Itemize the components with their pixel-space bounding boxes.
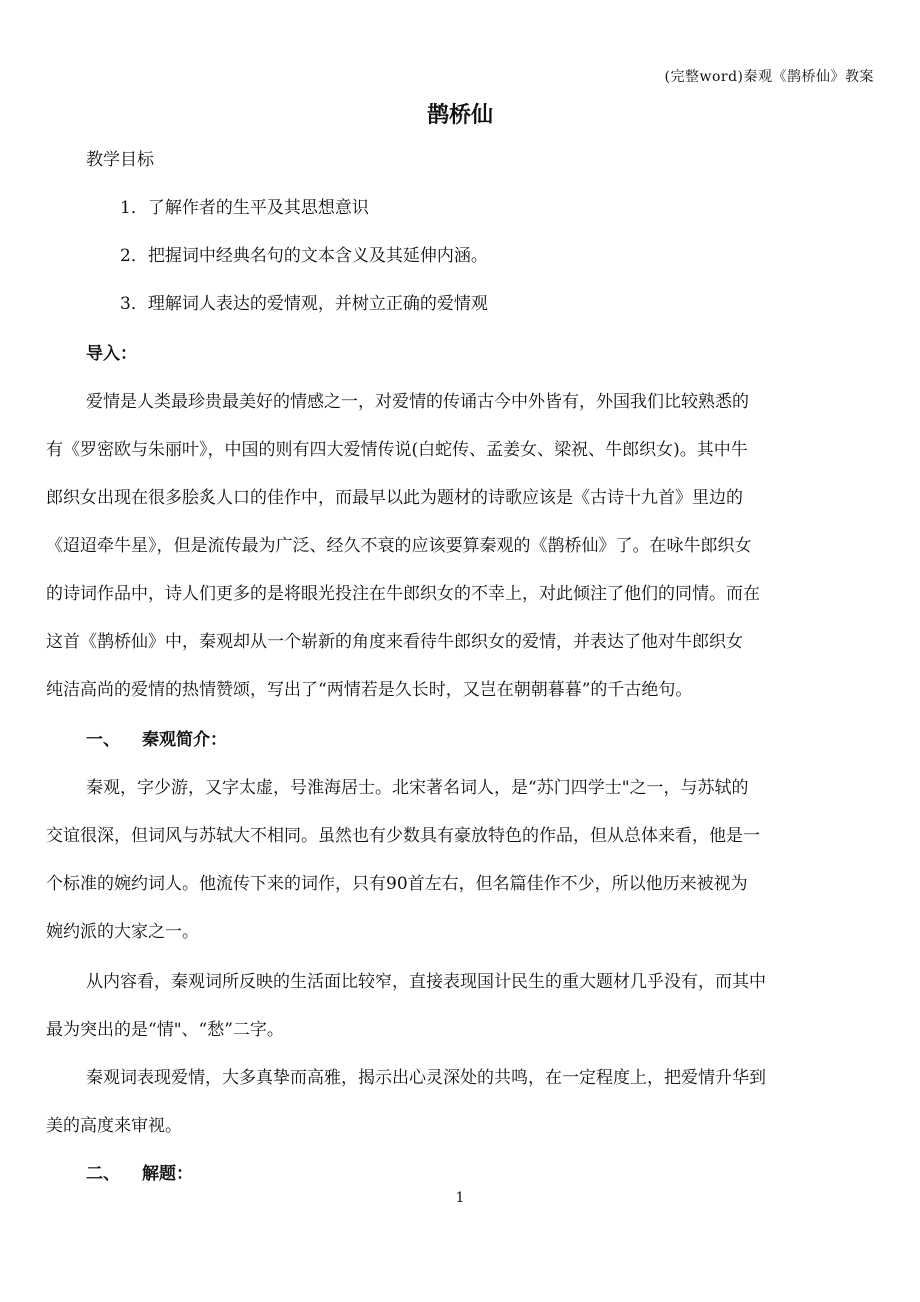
intro-heading: 导入：: [86, 344, 137, 364]
section-1-line: 个标准的婉约词人。他流传下来的词作，只有90首左右，但名篇佳作不少，所以他历来被视为: [46, 874, 748, 894]
intro-line: 《迢迢牵牛星》，但是流传最为广泛、经久不衰的应该要算秦观的《鹊桥仙》了。在咏牛郎织女: [46, 536, 752, 556]
objective-item: 2．把握词中经典名句的文本含义及其延伸内涵。: [120, 246, 488, 266]
intro-line: 郎织女出现在很多脍炙人口的佳作中，而最早以此为题材的诗歌应该是《古诗十九首》里边的: [46, 488, 743, 508]
section-1-title: 秦观简介：: [142, 730, 227, 750]
page-header: (完整word)秦观《鹊桥仙》教案: [664, 69, 874, 85]
document-title: 鹊桥仙: [426, 103, 493, 128]
section-1-number: 一、: [86, 730, 120, 750]
objective-item: 3．理解词人表达的爱情观，并树立正确的爱情观: [120, 294, 488, 314]
section-1-line: 从内容看，秦观词所反映的生活面比较窄，直接表现国计民生的重大题材几乎没有，而其中: [86, 972, 766, 992]
intro-line: 爱情是人类最珍贵最美好的情感之一，对爱情的传诵古今中外皆有，外国我们比较熟悉的: [86, 392, 749, 412]
section-1-line: 婉约派的大家之一。: [46, 922, 199, 942]
intro-line: 的诗词作品中，诗人们更多的是将眼光投注在牛郎织女的不幸上，对此倾注了他们的同情。而在: [46, 584, 760, 604]
section-1-line: 交谊很深，但词风与苏轼大不相同。虽然也有少数具有豪放特色的作品，但从总体来看，他是一: [46, 826, 760, 846]
intro-line: 这首《鹊桥仙》中，秦观却从一个崭新的角度来看待牛郎织女的爱情，并表达了他对牛郎织女: [46, 632, 743, 652]
section-2-heading: [86, 1162, 886, 1186]
section-1-line: 秦观，字少游，又字太虚，号淮海居士。北宋著名词人，是“苏门四学士"之一，与苏轼的: [86, 778, 749, 798]
intro-line: 纯洁高尚的爱情的热情赞颂，写出了“两情若是久长时，又岂在朝朝暮暮”的千古绝句。: [46, 680, 693, 700]
section-1-line: 秦观词表现爱情，大多真挚而高雅，揭示出心灵深处的共鸣，在一定程度上，把爱情升华到: [86, 1068, 766, 1088]
objective-item: 1．了解作者的生平及其思想意识: [120, 198, 369, 218]
section-2-number: 二、: [86, 1164, 120, 1184]
page-number: 1: [455, 1190, 465, 1206]
section-1-line: 最为突出的是“情"、“愁”二字。: [46, 1020, 284, 1040]
section-1-heading: [86, 728, 886, 752]
section-2-title: 解题：: [142, 1164, 193, 1184]
intro-line: 有《罗密欧与朱丽叶》，中国的则有四大爱情传说(白蛇传、孟姜女、梁祝、牛郎织女)。其中牛: [46, 440, 748, 460]
objectives-heading: 教学目标: [86, 150, 154, 170]
section-1-line: 美的高度来审视。: [46, 1116, 182, 1136]
